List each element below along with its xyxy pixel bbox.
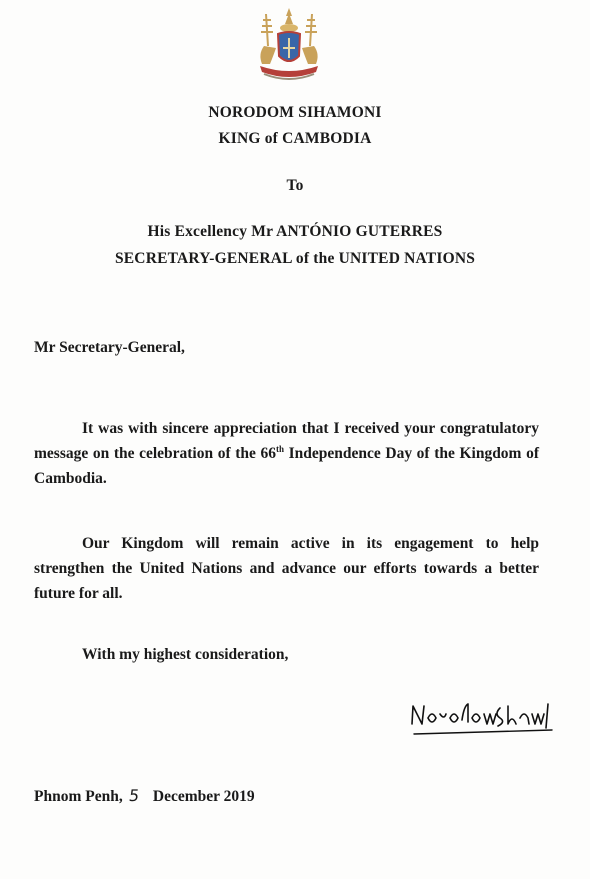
date-month-year: December 2019 [152, 788, 255, 805]
body-paragraph-1 [34, 416, 539, 491]
salutation: Mr Secretary-General, [34, 339, 185, 356]
paragraph-1-text-end: Independence Day of the Kingdom of Cambodia. [34, 445, 539, 487]
date-line [34, 786, 255, 806]
body-paragraph-2 [34, 531, 539, 606]
ordinal-superscript: th [276, 443, 285, 454]
royal-coat-of-arms-emblem [246, 6, 332, 84]
paragraph-2-text: Our Kingdom will remain active in its engagement to help strengthen the United Nations and advance our efforts towards a better future for all. [34, 535, 539, 602]
date-day-handwritten: 5 [127, 786, 141, 805]
recipient-title: SECRETARY-GENERAL of the UNITED NATIONS [114, 250, 476, 267]
closing-line: With my highest consideration, [82, 646, 289, 663]
to-label: To [286, 177, 304, 194]
paragraph-1-text: It was with sincere appreciation that I received your congratulatory message on the celebration of the 66 [34, 420, 539, 462]
date-place: Phnom Penh, [34, 788, 123, 805]
handwritten-signature [408, 694, 558, 740]
sender-title: KING of CAMBODIA [218, 130, 372, 147]
recipient-name: His Excellency Mr ANTÓNIO GUTERRES [147, 223, 443, 240]
sender-name: NORODOM SIHAMONI [208, 104, 382, 121]
